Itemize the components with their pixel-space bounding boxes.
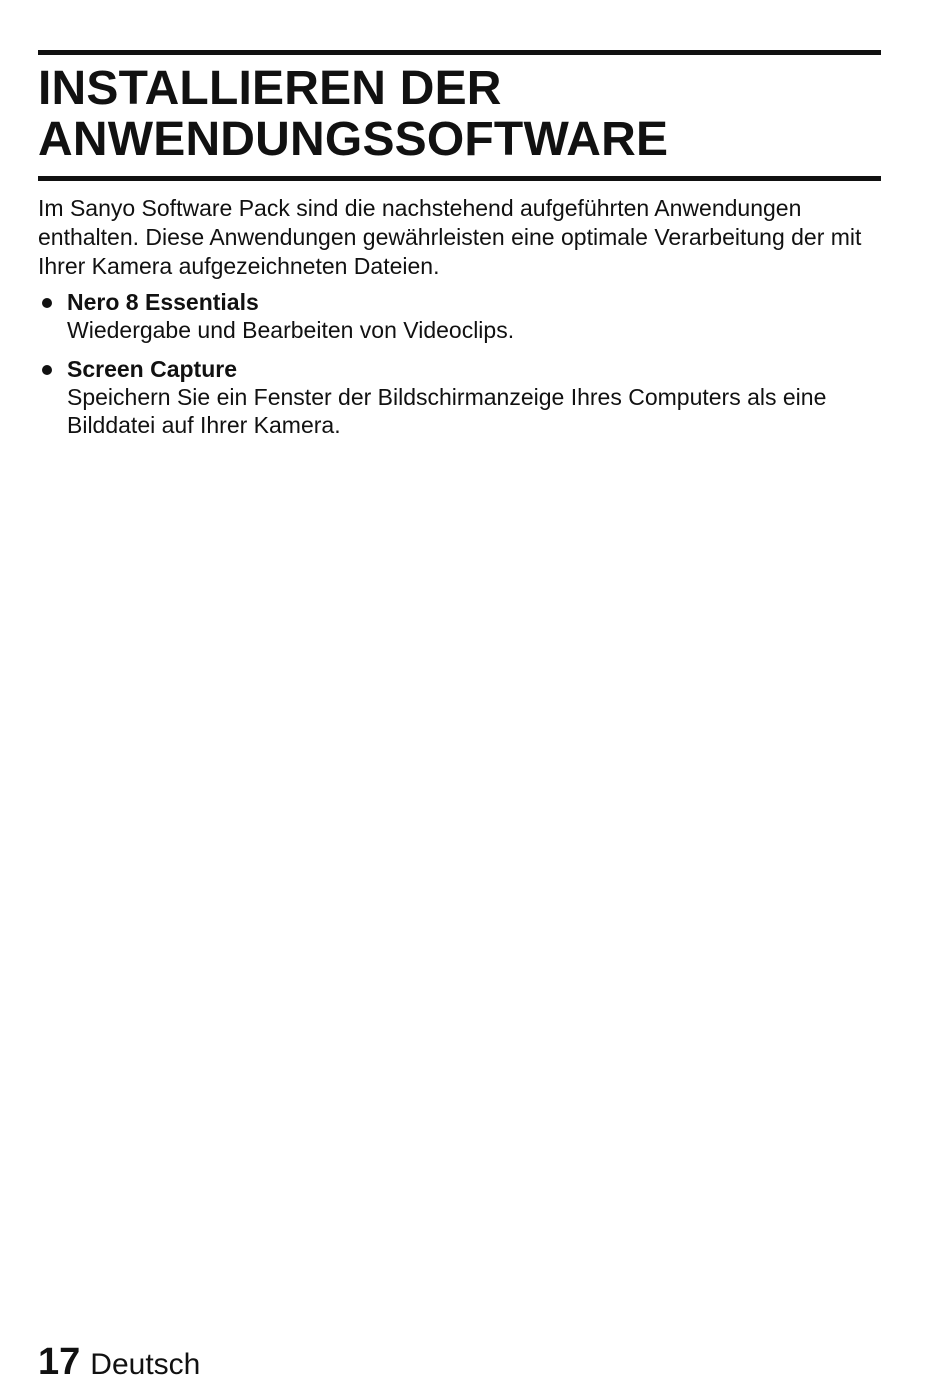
page-title-line-2: ANWENDUNGSSOFTWARE xyxy=(38,113,669,166)
app-description: Speichern Sie ein Fenster der Bildschirmanzeige Ihres Computers als eine Bilddatei auf Ihrer Kamera. xyxy=(67,384,827,438)
title-underline-rule xyxy=(38,176,881,181)
page-footer xyxy=(38,1340,200,1387)
bullet-icon xyxy=(42,298,52,308)
bullet-icon xyxy=(42,365,52,375)
page-title-line-1: INSTALLIEREN DER xyxy=(38,62,502,115)
list-item-screen-capture xyxy=(38,355,881,439)
page-number: 17 xyxy=(38,1341,81,1383)
intro-paragraph: Im Sanyo Software Pack sind die nachstehend aufgeführten Anwendungen enthalten. Diese Anwendungen gewährleisten eine optimale Verarbeitung der mit Ihrer Kamera aufgezeichneten Dateien. xyxy=(38,195,862,279)
application-list xyxy=(38,288,881,450)
page-language: Deutsch xyxy=(90,1348,201,1381)
app-name: Nero 8 Essentials xyxy=(67,289,259,315)
app-description: Wiedergabe und Bearbeiten von Videoclips. xyxy=(67,317,515,343)
manual-page xyxy=(38,0,881,1382)
top-rule xyxy=(38,50,881,55)
page-title xyxy=(38,63,881,165)
list-item-nero xyxy=(38,288,881,344)
app-name: Screen Capture xyxy=(67,356,238,382)
